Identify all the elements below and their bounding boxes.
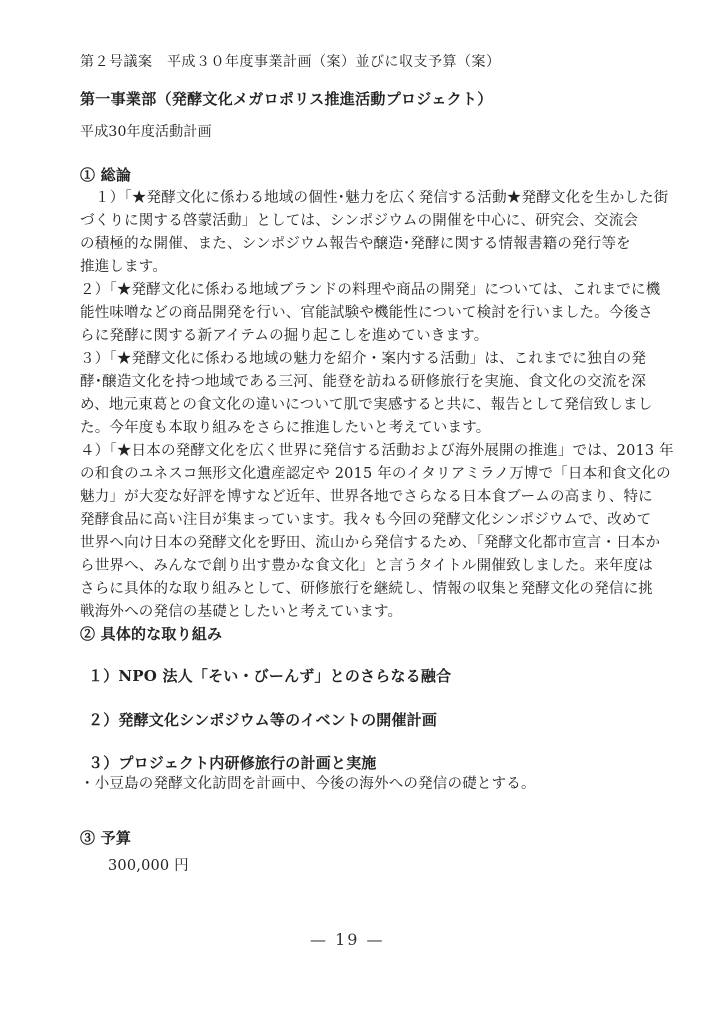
overview-line: 能性味噌などの商品開発を行い、官能試験や機能性について検討を行いました。今後さ [80,305,654,321]
overview-line: らに発酵に関する新アイテムの掘り起こしを進めていきます。 [80,328,489,344]
overview-line: づくりに関する啓蒙活動」としては、シンポジウムの開催を中心に、研究会、交流会 [80,213,639,229]
overview-line: 世界へ向け日本の発酵文化を野田、流山から発信するため、「発酵文化都市宣言・日本か [80,535,661,551]
page-number: — 19 — [310,930,385,949]
plan-title: 平成30年度活動計画 [80,124,212,140]
overview-line: 酵･醸造文化を持つ地域である三河、能登を訪ねる研修旅行を実施、食文化の交流を深 [80,374,647,390]
initiative-item: ２）発酵文化シンポジウム等のイベントの開催計画 [88,711,438,729]
overview-line: の和食のユネスコ無形文化遺産認定や 2015 年のイタリアミラノ万博で「日本和食文化の [80,466,671,482]
overview-line: た。今年度も本取り組みをさらに推進したいと考えています。 [80,420,491,436]
section-budget-title: ③ 予算 [80,829,132,847]
section-overview-title: ① 総論 [80,166,132,184]
overview-line: １）「★発酵文化に係わる地域の個性･魅力を広く発信する活動★発酵文化を生かした街 [95,190,669,206]
overview-line: 推進します。 [80,259,168,275]
budget-amount: 300,000 円 [108,858,189,874]
agenda-title: 第２号議案 平成３０年度事業計画（案）並びに収支予算（案） [80,54,501,70]
section-initiatives-title: ② 具体的な取り組み [80,625,223,643]
initiative-bullet: ・小豆島の発酵文化訪問を計画中、今後の海外への発信の礎とする。 [80,776,536,792]
overview-line: 魅力」が大変な好評を博すなど近年、世界各地でさらなる日本食ブームの高まり、特に [80,489,653,505]
department-heading: 第一事業部（発酵文化メガロポリス推進活動プロジェクト） [80,90,493,108]
initiative-item: ３）プロジェクト内研修旅行の計画と実施 [88,754,377,772]
overview-line: 発酵食品に高い注目が集まっています。我々も今回の発酵文化シンポジウムで、改めて [80,512,652,528]
overview-line: 戦海外への発信の基礎としたいと考えています。 [80,604,403,620]
overview-line: さらに具体的な取り組みとして、研修旅行を継続し、情報の収集と発酵文化の発信に挑 [80,581,654,597]
overview-line: ３）「★発酵文化に係わる地域の魅力を紹介・案内する活動」は、これまでに独自の発 [80,351,647,367]
overview-line: ら世界へ、みんなで創り出す豊かな食文化」と言うタイトル開催致しました。来年度は [80,558,654,574]
overview-line: ２）「★発酵文化に係わる地域ブランドの料理や商品の開発」については、これまでに機 [80,282,661,298]
overview-line: め、地元東葛との食文化の違いについて肌で実感すると共に、報告として発信致しまし [80,397,653,413]
initiative-item: １）NPO 法人「そい・びーんず」とのさらなる融合 [88,667,452,685]
overview-line: ４）「★日本の発酵文化を広く世界に発信する活動および海外展開の推進」では、2013 年 [80,443,674,459]
overview-line: の積極的な開催、また、シンポジウム報告や醸造･発酵に関する情報書籍の発行等を [80,236,631,252]
